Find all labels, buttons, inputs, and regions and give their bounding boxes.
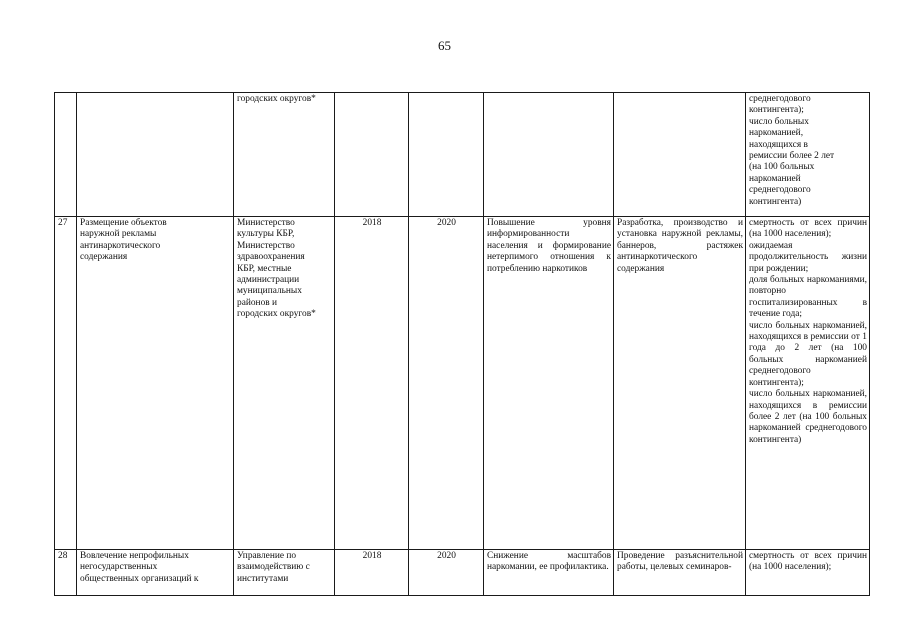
cell-expected-result: Повышение уровня информированности населения и формирование нетерпимого отношения к потреблению наркотиков: [484, 217, 614, 550]
cell-indicators: смертность от всех причин (на 1000 населения);: [746, 550, 870, 596]
cell-expected-result: [484, 93, 614, 217]
cell-start-year: [335, 93, 409, 217]
cell-indicators: смертность от всех причин (на 1000 населения); ожидаемая продолжительность жизни при рождении; доля больных наркоманиями, повторно госпитализированных в течение года; число больных наркоманией, находящихся в ремиссии от 1 года до 2 лет (на 100 больных наркоманией среднегодового контингента); число больных наркоманией, находящихся в ремиссии более 2 лет (на 100 больных наркоманией среднегодового контингента): [746, 217, 870, 550]
cell-main-actions: Разработка, производство и установка наружной рекламы, баннеров, растяжек антинаркотического содержания: [614, 217, 746, 550]
cell-number: 28: [55, 550, 77, 596]
cell-end-year: [409, 93, 484, 217]
page-number: 65: [438, 38, 451, 53]
cell-number: [55, 93, 77, 217]
cell-main-actions: Проведение разъяснительной работы, целевых семинаров-: [614, 550, 746, 596]
cell-indicators: среднегодового контингента); число больных наркоманией, находящихся в ремиссии более 2 лет (на 100 больных наркоманией среднегодового контингента): [746, 93, 870, 217]
cell-end-year: 2020: [409, 217, 484, 550]
table-row-28: [55, 550, 870, 596]
cell-expected-result: Снижение масштабов наркомании, ее профилактика.: [484, 550, 614, 596]
cell-end-year: 2020: [409, 550, 484, 596]
cell-executor: Министерство культуры КБР, Министерство здравоохранения КБР, местные администрации муниципальных районов и городских округов*: [234, 217, 335, 550]
table-row-continued: [55, 93, 870, 217]
cell-measure-name: [77, 93, 234, 217]
cell-executor: Управление по взаимодействию с институтами: [234, 550, 335, 596]
cell-main-actions: [614, 93, 746, 217]
cell-measure-name: Вовлечение непрофильных негосударственных общественных организаций к: [77, 550, 234, 596]
cell-measure-name: Размещение объектов наружной рекламы антинаркотического содержания: [77, 217, 234, 550]
cell-start-year: 2018: [335, 550, 409, 596]
table-row-27: [55, 217, 870, 550]
cell-executor: городских округов*: [234, 93, 335, 217]
cell-number: 27: [55, 217, 77, 550]
cell-start-year: 2018: [335, 217, 409, 550]
program-table: [54, 92, 870, 596]
